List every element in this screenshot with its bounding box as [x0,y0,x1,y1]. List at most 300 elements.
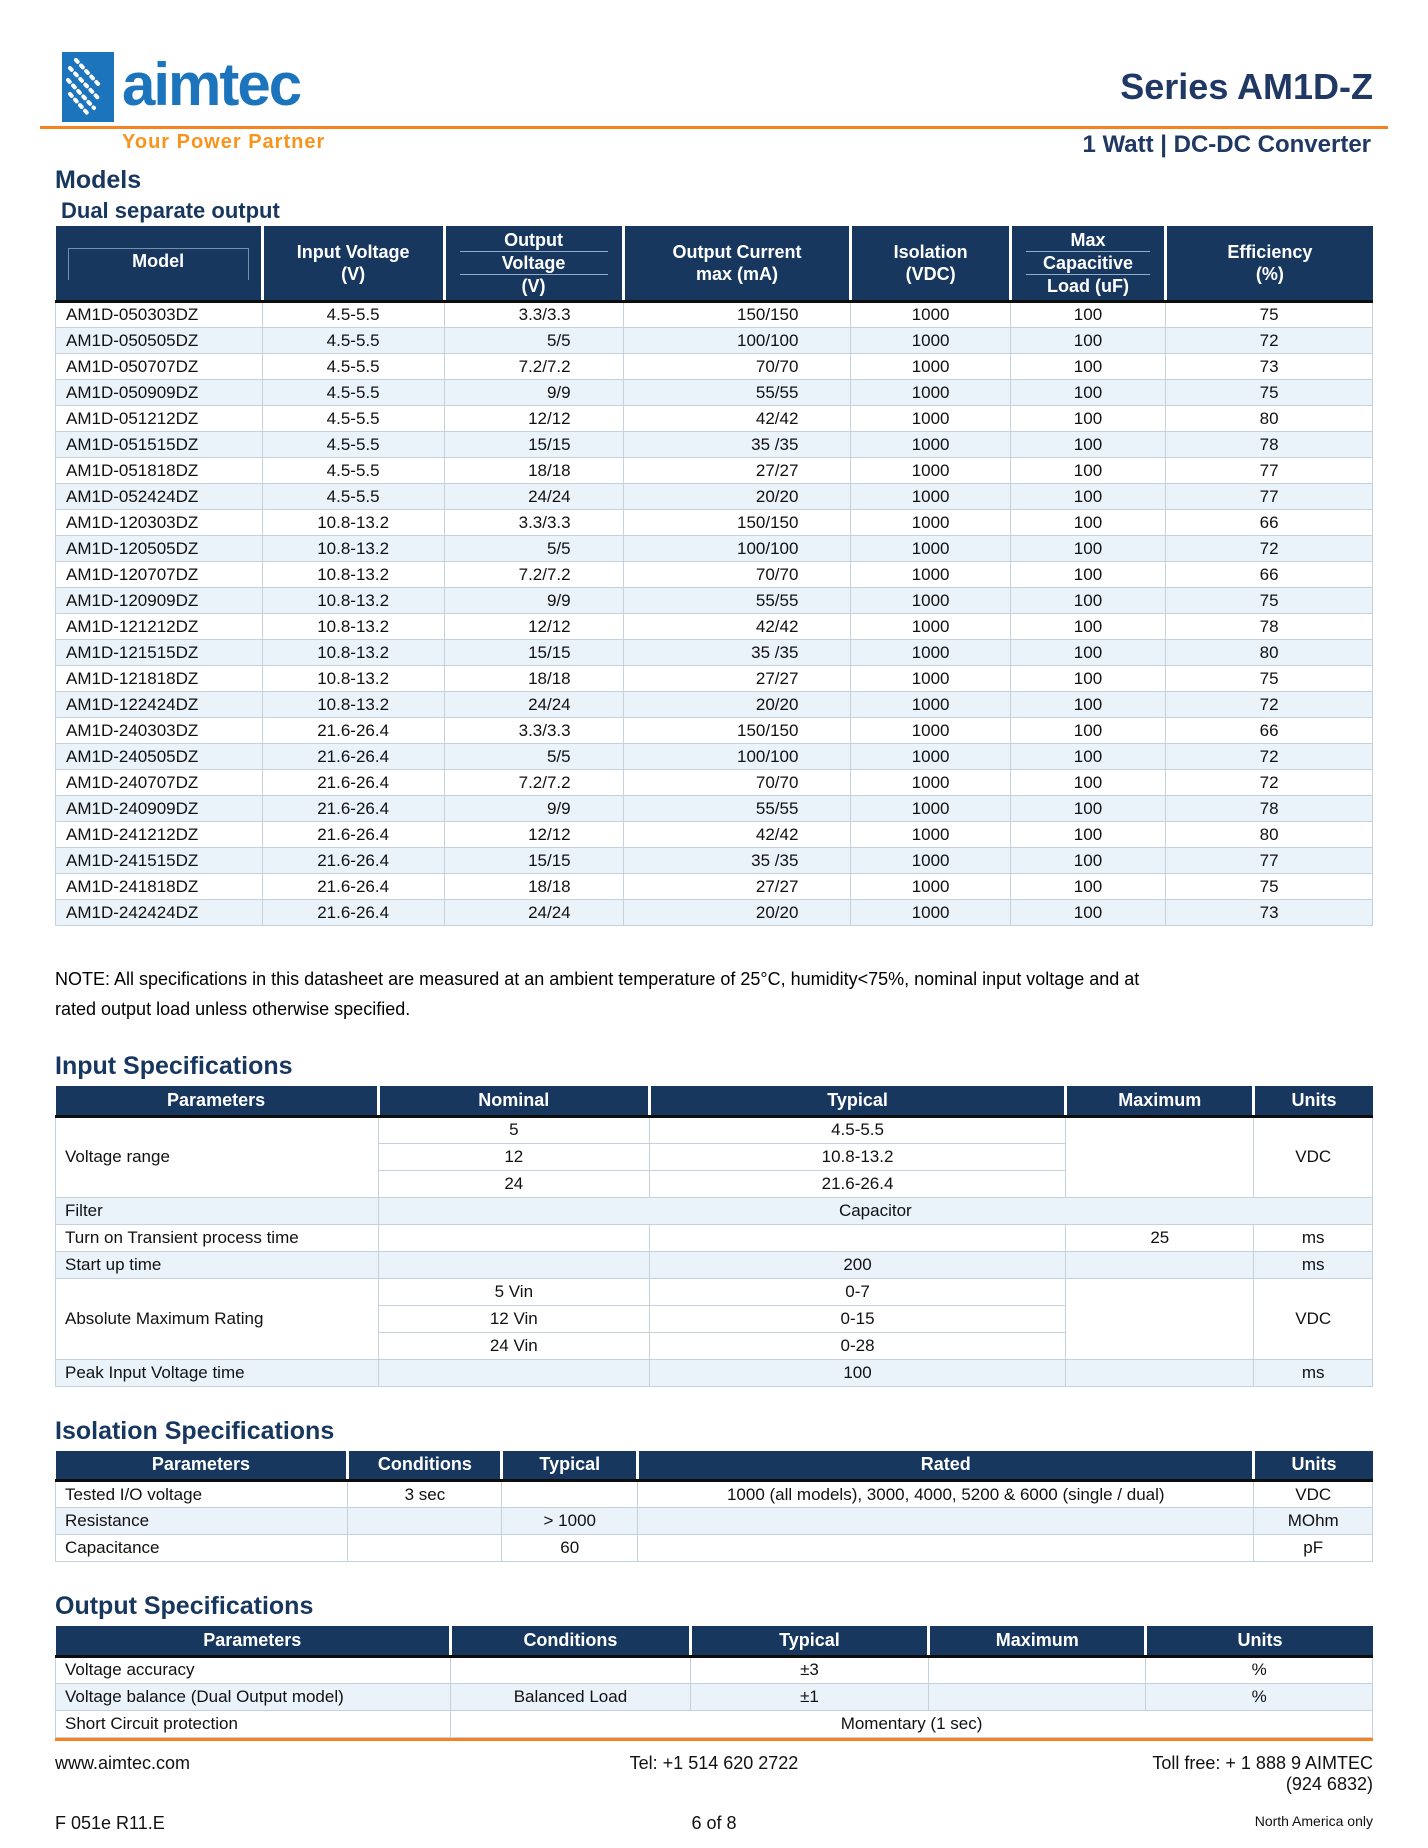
table-cell: ±1 [690,1683,928,1710]
table-cell: 18/18 [444,458,623,484]
table-cell: 100 [1010,354,1165,380]
table-row [56,848,1373,874]
table-cell: 150/150 [623,302,851,328]
table-cell: 100 [1010,380,1165,406]
table-row [56,510,1373,536]
table-cell: AM1D-241818DZ [56,874,263,900]
footer-region-note: North America only [1254,1812,1373,1829]
table-cell: 21.6-26.4 [262,822,444,848]
table-row [56,770,1373,796]
table-cell: 100 [1010,484,1165,510]
table-cell: 5/5 [444,536,623,562]
table-cell: 100 [1010,796,1165,822]
table-cell: 10.8-13.2 [649,1143,1065,1170]
table-cell: 7.2/7.2 [444,354,623,380]
table-cell: 100 [1010,432,1165,458]
column-header: Parameters [56,1626,451,1656]
table-cell: ms [1254,1359,1373,1386]
header-row [56,1451,1373,1481]
table-cell: 1000 [851,900,1010,926]
table-cell: VDC [1254,1116,1373,1197]
table-cell: 1000 [851,302,1010,328]
column-header: Rated [638,1451,1254,1481]
footer-divider [55,1738,1373,1741]
table-cell: 100 [1010,640,1165,666]
table-cell: 24/24 [444,900,623,926]
table-cell: 100 [1010,328,1165,354]
table-cell: 1000 [851,354,1010,380]
table-cell: 1000 [851,458,1010,484]
table-row [56,536,1373,562]
table-cell: 73 [1166,354,1373,380]
table-row [56,796,1373,822]
table-row [56,380,1373,406]
footer-website: www.aimtec.com [55,1752,191,1773]
table-cell: 100 [1010,614,1165,640]
table-cell: 100/100 [623,328,851,354]
table-cell: 42/42 [623,822,851,848]
column-header: Typical [502,1451,638,1481]
isolation-specifications-table [55,1451,1373,1563]
table-cell: 100 [1010,848,1165,874]
table-cell: 80 [1166,822,1373,848]
column-header: Model [56,226,263,302]
table-cell: AM1D-122424DZ [56,692,263,718]
table-cell: Start up time [56,1251,379,1278]
table-cell: AM1D-241212DZ [56,822,263,848]
table-cell: 4.5-5.5 [262,458,444,484]
table-cell: 10.8-13.2 [262,614,444,640]
output-specifications-table [55,1626,1373,1738]
footer-telephone: Tel: +1 514 620 2722 [629,1752,799,1773]
table-cell: 15/15 [444,432,623,458]
table-cell: 4.5-5.5 [262,328,444,354]
table-cell [638,1508,1254,1535]
section-title-output-specifications: Output Specifications [55,1592,314,1620]
table-cell: 3.3/3.3 [444,510,623,536]
footer-tollfree [938,1753,1373,1795]
table-cell: 77 [1166,848,1373,874]
table-cell: 21.6-26.4 [262,744,444,770]
table-cell: 75 [1166,380,1373,406]
table-cell: 15/15 [444,848,623,874]
table-cell: 0-7 [649,1278,1065,1305]
table-cell: Turn on Transient process time [56,1224,379,1251]
table-cell: 1000 [851,510,1010,536]
footer-page-number: 6 of 8 [691,1812,737,1833]
column-header: Parameters [56,1086,379,1116]
table-cell [929,1656,1146,1683]
table-cell: 1000 [851,536,1010,562]
table-cell: AM1D-240505DZ [56,744,263,770]
table-cell: 100 [1010,536,1165,562]
table-cell: 78 [1166,432,1373,458]
table-cell: 21.6-26.4 [262,770,444,796]
table-cell: 66 [1166,562,1373,588]
page-footer [55,1738,1373,1834]
table-cell: AM1D-051818DZ [56,458,263,484]
table-cell [929,1683,1146,1710]
footer-contact-row [55,1753,1373,1795]
table-cell: 100 [1010,588,1165,614]
table-cell: 4.5-5.5 [262,302,444,328]
table-cell: 1000 [851,666,1010,692]
table-cell: 100 [1010,900,1165,926]
table-cell [1066,1251,1254,1278]
column-header: Output Voltage (V) [444,226,623,302]
table-row [56,692,1373,718]
table-cell: 21.6-26.4 [262,848,444,874]
table-cell: 5/5 [444,744,623,770]
table-cell: Balanced Load [451,1683,691,1710]
table-cell: AM1D-120303DZ [56,510,263,536]
table-cell: > 1000 [502,1508,638,1535]
table-row [56,614,1373,640]
table-cell: 9/9 [444,796,623,822]
table-cell: 55/55 [623,588,851,614]
table-row [56,1656,1373,1683]
table-cell: 1000 [851,822,1010,848]
table-cell: 100 [1010,822,1165,848]
table-cell [348,1508,502,1535]
table-cell: 75 [1166,874,1373,900]
table-cell: 100 [1010,770,1165,796]
table-cell [1066,1278,1254,1359]
table-cell: 10.8-13.2 [262,640,444,666]
table-cell: 7.2/7.2 [444,770,623,796]
table-cell [638,1535,1254,1562]
table-cell [348,1535,502,1562]
table-cell: 4.5-5.5 [649,1116,1065,1143]
table-cell: 72 [1166,536,1373,562]
table-cell: 80 [1166,640,1373,666]
table-cell: 18/18 [444,666,623,692]
page-content [55,150,1373,1738]
table-cell: Capacitance [56,1535,348,1562]
table-cell: 35 /35 [623,848,851,874]
table-cell: Voltage balance (Dual Output model) [56,1683,451,1710]
table-cell: ±3 [690,1656,928,1683]
table-row [56,900,1373,926]
table-cell: VDC [1254,1278,1373,1359]
table-cell: AM1D-050707DZ [56,354,263,380]
table-cell: 55/55 [623,380,851,406]
table-cell [649,1224,1065,1251]
table-row [56,822,1373,848]
table-cell [502,1481,638,1508]
table-row [56,640,1373,666]
section-title-models: Models [55,166,142,194]
table-cell: 1000 [851,328,1010,354]
table-row [56,1683,1373,1710]
aimtec-logo-icon [62,52,114,122]
table-cell: 60 [502,1535,638,1562]
table-cell: 12 [378,1143,649,1170]
table-row [56,666,1373,692]
table-row [56,1116,1373,1143]
column-header: Units [1254,1086,1373,1116]
table-cell: Peak Input Voltage time [56,1359,379,1386]
table-cell: 42/42 [623,406,851,432]
table-row [56,562,1373,588]
column-header: Typical [690,1626,928,1656]
table-cell: 100 [1010,744,1165,770]
footer-tollfree-line1: Toll free: + 1 888 9 AIMTEC [1152,1752,1373,1773]
table-cell: 35 /35 [623,432,851,458]
table-cell: 1000 [851,796,1010,822]
column-header: Maximum [929,1626,1146,1656]
table-cell: 21.6-26.4 [262,874,444,900]
table-cell: 5 Vin [378,1278,649,1305]
table-cell: Short Circuit protection [56,1710,451,1737]
table-cell: 24/24 [444,484,623,510]
table-cell: 100 [1010,718,1165,744]
table-cell [1066,1359,1254,1386]
header-divider [40,126,1388,129]
table-cell: 27/27 [623,666,851,692]
table-cell: 72 [1166,692,1373,718]
table-cell: 21.6-26.4 [262,718,444,744]
table-row [56,1278,1373,1305]
table-row [56,588,1373,614]
table-cell: ms [1254,1251,1373,1278]
table-row [56,484,1373,510]
table-cell: 100 [1010,458,1165,484]
page-header [0,0,1428,158]
table-cell: AM1D-051212DZ [56,406,263,432]
table-cell: 73 [1166,900,1373,926]
table-cell: 10.8-13.2 [262,510,444,536]
table-cell: 78 [1166,614,1373,640]
table-cell: 1000 [851,432,1010,458]
table-cell: 10.8-13.2 [262,536,444,562]
column-header: Units [1146,1626,1373,1656]
table-cell: 100 [1010,666,1165,692]
table-cell: 24/24 [444,692,623,718]
table-cell [378,1224,649,1251]
table-cell: 1000 [851,588,1010,614]
table-cell: 70/70 [623,770,851,796]
table-cell: AM1D-240707DZ [56,770,263,796]
table-cell: 0-28 [649,1332,1065,1359]
table-cell: 75 [1166,588,1373,614]
column-header: Input Voltage (V) [262,226,444,302]
column-header: Max Capacitive Load (uF) [1010,226,1165,302]
table-cell: Voltage accuracy [56,1656,451,1683]
table-cell: 24 [378,1170,649,1197]
table-cell: ms [1254,1224,1373,1251]
column-header: Conditions [451,1626,691,1656]
table-cell: 100/100 [623,744,851,770]
table-cell: 78 [1166,796,1373,822]
table-cell: 10.8-13.2 [262,562,444,588]
footer-tollfree-line2: (924 6832) [1285,1773,1373,1794]
table-cell: Voltage range [56,1116,379,1197]
table-cell: 75 [1166,302,1373,328]
column-header: Maximum [1066,1086,1254,1116]
table-cell: 1000 [851,614,1010,640]
logo-tagline: Your Power Partner [122,131,326,153]
column-header: Nominal [378,1086,649,1116]
logo-wordmark: aimtec [122,51,301,118]
table-row [56,1481,1373,1508]
table-cell: 9/9 [444,380,623,406]
table-cell: AM1D-050909DZ [56,380,263,406]
table-cell: 150/150 [623,510,851,536]
table-cell: 150/150 [623,718,851,744]
table-row [56,1710,1373,1737]
table-cell: 1000 [851,874,1010,900]
footer-meta-row [55,1813,1373,1834]
header-row [56,1626,1373,1656]
table-cell: 12/12 [444,614,623,640]
table-cell: 72 [1166,328,1373,354]
table-row [56,302,1373,328]
table-cell: AM1D-240303DZ [56,718,263,744]
table-cell: Momentary (1 sec) [451,1710,1373,1737]
series-title: Series AM1D-Z [1120,66,1373,107]
table-cell: 12/12 [444,822,623,848]
table-cell: 15/15 [444,640,623,666]
table-cell: 12 Vin [378,1305,649,1332]
table-cell: 3 sec [348,1481,502,1508]
table-cell: 1000 [851,406,1010,432]
table-cell: % [1146,1656,1373,1683]
table-cell: 0-15 [649,1305,1065,1332]
table-cell: 20/20 [623,900,851,926]
column-header: Isolation (VDC) [851,226,1010,302]
table-cell: 42/42 [623,614,851,640]
table-row [56,406,1373,432]
table-cell: 27/27 [623,874,851,900]
table-cell: AM1D-242424DZ [56,900,263,926]
note-text: NOTE: All specifications in this datasheet are measured at an ambient temperature of 25°C, humidity<75%, nominal input voltage and at rated output load unless otherwise specified. [55,969,1140,1019]
table-cell: 5 [378,1116,649,1143]
table-cell: 100 [1010,874,1165,900]
table-row [56,1224,1373,1251]
table-cell: 72 [1166,744,1373,770]
table-cell: 25 [1066,1224,1254,1251]
table-cell: 1000 [851,692,1010,718]
table-cell: 100 [649,1359,1065,1386]
table-cell: AM1D-120909DZ [56,588,263,614]
column-header: Parameters [56,1451,348,1481]
table-cell: 66 [1166,718,1373,744]
table-cell: 18/18 [444,874,623,900]
column-header: Units [1254,1451,1373,1481]
table-row [56,1508,1373,1535]
table-cell: 1000 [851,718,1010,744]
table-cell: AM1D-121818DZ [56,666,263,692]
table-cell: AM1D-052424DZ [56,484,263,510]
table-cell: AM1D-240909DZ [56,796,263,822]
table-cell: Capacitor [378,1197,1372,1224]
table-row [56,1197,1373,1224]
footer-document-code: F 051e R11.E [55,1812,165,1833]
table-cell: Tested I/O voltage [56,1481,348,1508]
table-cell: Filter [56,1197,379,1224]
models-table-title: Dual separate output [61,198,280,223]
header-row [56,1086,1373,1116]
table-cell: 1000 [851,640,1010,666]
table-cell: 4.5-5.5 [262,380,444,406]
table-cell: AM1D-121515DZ [56,640,263,666]
column-header: Output Current max (mA) [623,226,851,302]
table-cell: 1000 [851,848,1010,874]
table-cell [378,1359,649,1386]
table-cell: 77 [1166,484,1373,510]
table-cell: 1000 (all models), 3000, 4000, 5200 & 6000 (single / dual) [638,1481,1254,1508]
table-cell: 100 [1010,692,1165,718]
table-cell: 1000 [851,770,1010,796]
table-row [56,1251,1373,1278]
table-cell: AM1D-120707DZ [56,562,263,588]
table-row [56,432,1373,458]
table-cell: 77 [1166,458,1373,484]
table-cell: 10.8-13.2 [262,666,444,692]
table-cell: 35 /35 [623,640,851,666]
table-cell: 20/20 [623,484,851,510]
table-cell: 100/100 [623,536,851,562]
table-cell: 55/55 [623,796,851,822]
table-cell [451,1656,691,1683]
table-row [56,718,1373,744]
table-cell: 10.8-13.2 [262,692,444,718]
table-cell: 12/12 [444,406,623,432]
table-cell: AM1D-120505DZ [56,536,263,562]
section-title-isolation-specifications: Isolation Specifications [55,1416,335,1445]
input-specifications-table [55,1086,1373,1387]
table-cell: 1000 [851,380,1010,406]
table-cell: 5/5 [444,328,623,354]
table-cell: 20/20 [623,692,851,718]
header-row [56,226,1373,302]
table-cell: AM1D-051515DZ [56,432,263,458]
section-title-input-specifications: Input Specifications [55,1052,293,1080]
table-cell: 3.3/3.3 [444,302,623,328]
table-cell: 100 [1010,510,1165,536]
table-cell: 10.8-13.2 [262,588,444,614]
table-cell: Resistance [56,1508,348,1535]
models-table [55,226,1373,926]
table-cell: 4.5-5.5 [262,354,444,380]
series-subtitle: 1 Watt | DC-DC Converter [1082,131,1371,158]
aimtec-logo [62,52,300,122]
table-cell: 7.2/7.2 [444,562,623,588]
table-row [56,458,1373,484]
table-cell: 200 [649,1251,1065,1278]
table-cell: Absolute Maximum Rating [56,1278,379,1359]
table-row [56,1535,1373,1562]
table-cell: 70/70 [623,562,851,588]
table-cell: 21.6-26.4 [649,1170,1065,1197]
table-cell: 72 [1166,770,1373,796]
table-cell: 1000 [851,484,1010,510]
table-cell [378,1251,649,1278]
table-cell [1066,1116,1254,1197]
column-header: Typical [649,1086,1065,1116]
table-cell: 4.5-5.5 [262,484,444,510]
table-cell: 21.6-26.4 [262,900,444,926]
table-cell: AM1D-121212DZ [56,614,263,640]
table-cell: 27/27 [623,458,851,484]
table-cell: MOhm [1254,1508,1373,1535]
table-cell: % [1146,1683,1373,1710]
table-cell: pF [1254,1535,1373,1562]
table-cell: AM1D-050303DZ [56,302,263,328]
table-cell: 100 [1010,406,1165,432]
table-cell: 4.5-5.5 [262,432,444,458]
